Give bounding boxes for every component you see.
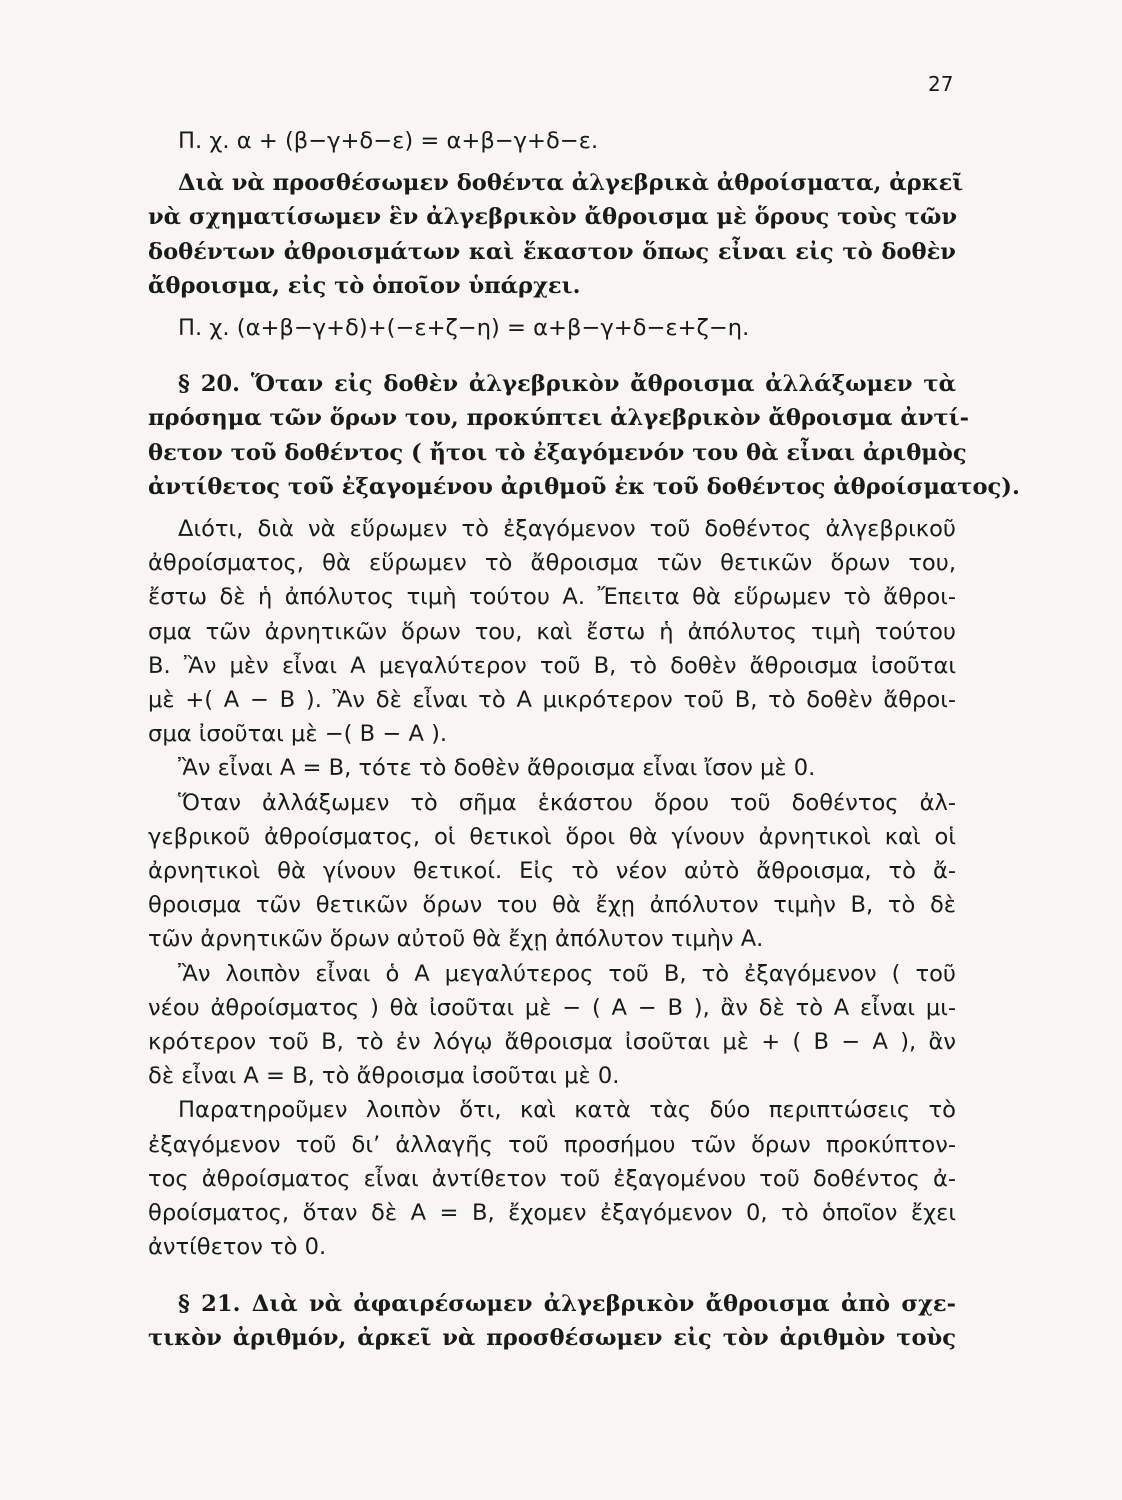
text-line: Διότι, διὰ νὰ εὕρωμεν τὸ ἐξαγόμενον τοῦ δοθέντος ἀλγεβρικοῦ xyxy=(178,516,956,543)
example-line: Π. χ. (α+β−γ+δ)+(−ε+ζ−η) = α+β−γ+δ−ε+ζ−η. xyxy=(178,315,750,342)
text-line: σμα ἰσοῦται μὲ −( Β − Α ). xyxy=(148,721,448,748)
text-line: δὲ εἶναι Α = Β, τὸ ἄθροισμα ἰσοῦται μὲ 0. xyxy=(148,1063,620,1090)
text-line: δοθέντων ἀθροισμάτων καὶ ἕκαστον ὅπως εἶναι εἰς τὸ δοθὲν xyxy=(148,238,956,265)
page-number: 27 xyxy=(928,72,954,96)
text-line: ἐξαγόμενον τοῦ δι’ ἀλλαγῆς τοῦ προσήμου τῶν ὅρων προκύπτον- xyxy=(148,1131,956,1158)
section-heading-line: § 21. Διὰ νὰ ἀφαιρέσωμεν ἀλγεβρικὸν ἄθροισμα ἀπὸ σχε- xyxy=(178,1290,956,1317)
text-line: μὲ +( Α − Β ). Ἂν δὲ εἶναι τὸ Α μικρότερον τοῦ Β, τὸ δοθὲν ἄθροι- xyxy=(148,687,956,714)
text-line: νέου ἀθροίσματος ) θὰ ἰσοῦται μὲ − ( Α − Β ), ἂν δὲ τὸ Α εἶναι μι- xyxy=(148,994,956,1021)
text-line: ἀθροίσματος, θὰ εὕρωμεν τὸ ἄθροισμα τῶν θετικῶν ὅρων του, xyxy=(148,550,956,577)
proof-paragraph-1 xyxy=(148,512,956,751)
section-21 xyxy=(148,1287,956,1355)
text-line: θετον τοῦ δοθέντος ( ἤτοι τὸ ἐξαγόμενόν του θὰ εἶναι ἀριθμὸς xyxy=(148,439,967,466)
text-line: νὰ σχηματίσωμεν ἓν ἀλγεβρικὸν ἄθροισμα μὲ ὅρους τοὺς τῶν xyxy=(148,204,958,231)
text-line: Ὅταν ἀλλάξωμεν τὸ σῆμα ἑκάστου ὅρου τοῦ δοθέντος ἀλ- xyxy=(178,789,956,816)
proof-paragraph-5 xyxy=(148,1093,956,1264)
text-line: Ἂν λοιπὸν εἶναι ὁ Α μεγαλύτερος τοῦ Β, τὸ ἐξαγόμενον ( τοῦ xyxy=(178,960,956,987)
text-line: Παρατηροῦμεν λοιπὸν ὅτι, καὶ κατὰ τὰς δύο περιπτώσεις τὸ xyxy=(178,1097,956,1124)
text-line: κρότερον τοῦ Β, τὸ ἐν λόγῳ ἄθροισμα ἰσοῦται μὲ + ( Β − Α ), ἂν xyxy=(148,1029,956,1056)
text-line: ἀρνητικοὶ θὰ γίνουν θετικοί. Εἰς τὸ νέον αὐτὸ ἄθροισμα, τὸ ἄ- xyxy=(148,858,956,885)
text-line: πρόσημα τῶν ὅρων του, προκύπτει ἀλγεβρικὸν ἄθροισμα ἀντί- xyxy=(148,405,970,432)
text-line: τος ἀθροίσματος εἶναι ἀντίθετον τοῦ ἐξαγομένου τοῦ δοθέντος ἀ- xyxy=(148,1165,956,1192)
sum-rule-paragraph xyxy=(148,166,964,303)
page-body xyxy=(148,124,1020,1355)
text-line: ἔστω δὲ ἡ ἀπόλυτος τιμὴ τούτου Α. Ἔπειτα θὰ εὕρωμεν τὸ ἄθροι- xyxy=(148,584,956,611)
text-line: τικὸν ἀριθμόν, ἀρκεῖ νὰ προσθέσωμεν εἰς τὸν ἀριθμὸν τοὺς xyxy=(148,1324,956,1351)
proof-paragraph-3 xyxy=(148,786,956,957)
example-line: Π. χ. α + (β−γ+δ−ε) = α+β−γ+δ−ε. xyxy=(178,128,599,154)
text-line: Β. Ἂν μὲν εἶναι Α μεγαλύτερον τοῦ Β, τὸ δοθὲν ἄθροισμα ἰσοῦται xyxy=(148,652,956,679)
text-line: τῶν ἀρνητικῶν ὅρων αὐτοῦ θὰ ἔχῃ ἀπόλυτον τιμὴν Α. xyxy=(148,926,764,953)
text-line: ἀντίθετον τὸ 0. xyxy=(148,1234,327,1261)
section-20 xyxy=(148,367,1020,504)
section-heading-line: § 20. Ὅταν εἰς δοθὲν ἀλγεβρικὸν ἄθροισμα ἀλλάξωμεν τὰ xyxy=(178,371,956,398)
text-line: ἀντίθετος τοῦ ἐξαγομένου ἀριθμοῦ ἐκ τοῦ δοθέντος ἀθροίσματος). xyxy=(148,473,1020,500)
proof-paragraph-4 xyxy=(148,957,956,1094)
text-line: σμα τῶν ἀρνητικῶν ὅρων του, καὶ ἔστω ἡ ἀπόλυτος τιμὴ τούτου xyxy=(148,618,956,645)
text-line: θροισμα τῶν θετικῶν ὅρων του θὰ ἔχῃ ἀπόλυτον τιμὴν Β, τὸ δὲ xyxy=(148,892,956,919)
text-line: γεβρικοῦ ἀθροίσματος, οἱ θετικοὶ ὅροι θὰ γίνουν ἀρνητικοὶ καὶ οἱ xyxy=(148,823,956,850)
text-line: θροίσματος, ὅταν δὲ Α = Β, ἔχομεν ἐξαγόμενον 0, τὸ ὁποῖον ἔχει xyxy=(148,1200,956,1227)
text-line: Διὰ νὰ προσθέσωμεν δοθέντα ἀλγεβρικὰ ἀθροίσματα, ἀρκεῖ xyxy=(178,170,964,197)
text-line: ἄθροισμα, εἰς τὸ ὁποῖον ὑπάρχει. xyxy=(148,272,581,299)
proof-paragraph-2: Ἂν εἶναι Α = Β, τότε τὸ δοθὲν ἄθροισμα εἶναι ἴσον μὲ 0. xyxy=(178,755,816,782)
